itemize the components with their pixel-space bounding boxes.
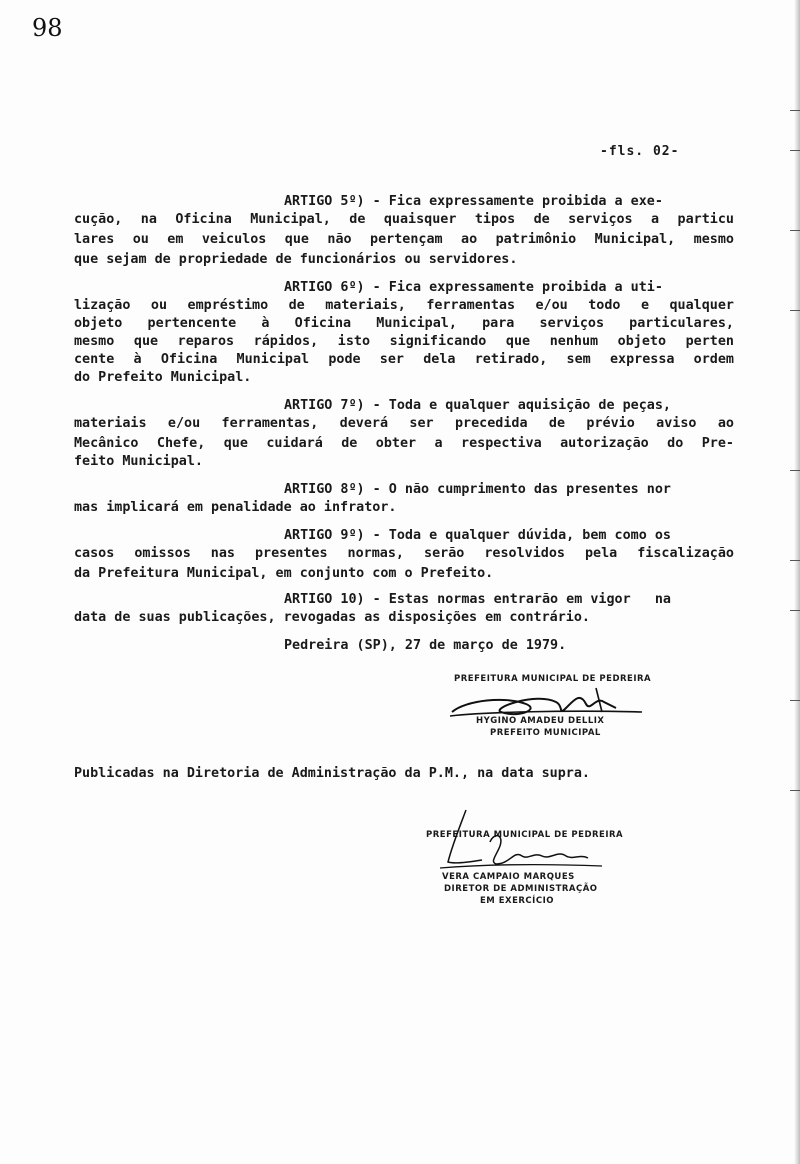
mayor-stamp <box>440 668 660 748</box>
article-7-line: feito Municipal. <box>74 454 203 469</box>
director-signature <box>430 806 610 874</box>
article-10-heading-line: ARTIGO 10) - Estas normas entrarão em vigor na <box>284 592 671 607</box>
article-5-line: lares ou em veiculos que não pertençam ao patrimônio Municipal, mesmo <box>74 232 734 247</box>
page-number: 98 <box>32 14 63 42</box>
article-7-line: materiais e/ou ferramentas, deverá ser precedida de prévio aviso ao <box>74 416 734 431</box>
article-7-line: Mecânico Chefe, que cuidará de obter a respectiva autorização do Pre- <box>74 436 734 451</box>
article-5-heading-line: ARTIGO 5º) - Fica expressamente proibida a exe- <box>284 194 663 209</box>
article-9-line: da Prefeitura Municipal, em conjunto com o Prefeito. <box>74 566 494 581</box>
article-6-line: do Prefeito Municipal. <box>74 370 252 385</box>
date-line: Pedreira (SP), 27 de março de 1979. <box>284 638 567 653</box>
article-5-line: cução, na Oficina Municipal, de quaisquer tipos de serviços a particu <box>74 212 734 227</box>
director-subtitle: EM EXERCÍCIO <box>480 896 554 906</box>
article-9-line: casos omissos nas presentes normas, serão resolvidos pela fiscalização <box>74 546 734 561</box>
article-6-line: cente à Oficina Municipal pode ser dela retirado, sem expressa ordem <box>74 352 734 367</box>
article-6-line: lização ou empréstimo de materiais, ferramentas e/ou todo e qualquer <box>74 298 734 313</box>
article-10-line: data de suas publicações, revogadas as disposições em contrário. <box>74 610 590 625</box>
mayor-title: PREFEITO MUNICIPAL <box>490 728 601 738</box>
article-6-heading-line: ARTIGO 6º) - Fica expressamente proibida a uti- <box>284 280 663 295</box>
page-edge-marks <box>788 0 800 1164</box>
article-7-heading-line: ARTIGO 7º) - Toda e qualquer aquisição de peças, <box>284 398 671 413</box>
director-stamp-header: PREFEITURA MUNICIPAL DE PEDREIRA <box>426 830 624 840</box>
article-5-line: que sejam de propriedade de funcionários ou servidores. <box>74 252 518 267</box>
article-6-line: objeto pertencente à Oficina Municipal, para serviços particulares, <box>74 316 734 331</box>
mayor-name: HYGINO AMADEU DELLIX <box>476 716 605 726</box>
folio-number: -fls. 02- <box>600 144 680 159</box>
article-8-line: mas implicará em penalidade ao infrator. <box>74 500 397 515</box>
article-9-heading-line: ARTIGO 9º) - Toda e qualquer dúvida, bem como os <box>284 528 671 543</box>
article-6-line: mesmo que reparos rápidos, isto significando que nenhum objeto perten <box>74 334 734 349</box>
director-title: DIRETOR DE ADMINISTRAÇÃO <box>444 884 598 894</box>
article-8-heading-line: ARTIGO 8º) - O não cumprimento das presentes nor <box>284 482 671 497</box>
director-name: VERA CAMPAIO MARQUES <box>442 872 575 882</box>
publication-note: Publicadas na Diretoria de Administração da P.M., na data supra. <box>74 766 590 781</box>
mayor-stamp-header: PREFEITURA MUNICIPAL DE PEDREIRA <box>454 674 652 684</box>
director-stamp <box>420 806 624 906</box>
